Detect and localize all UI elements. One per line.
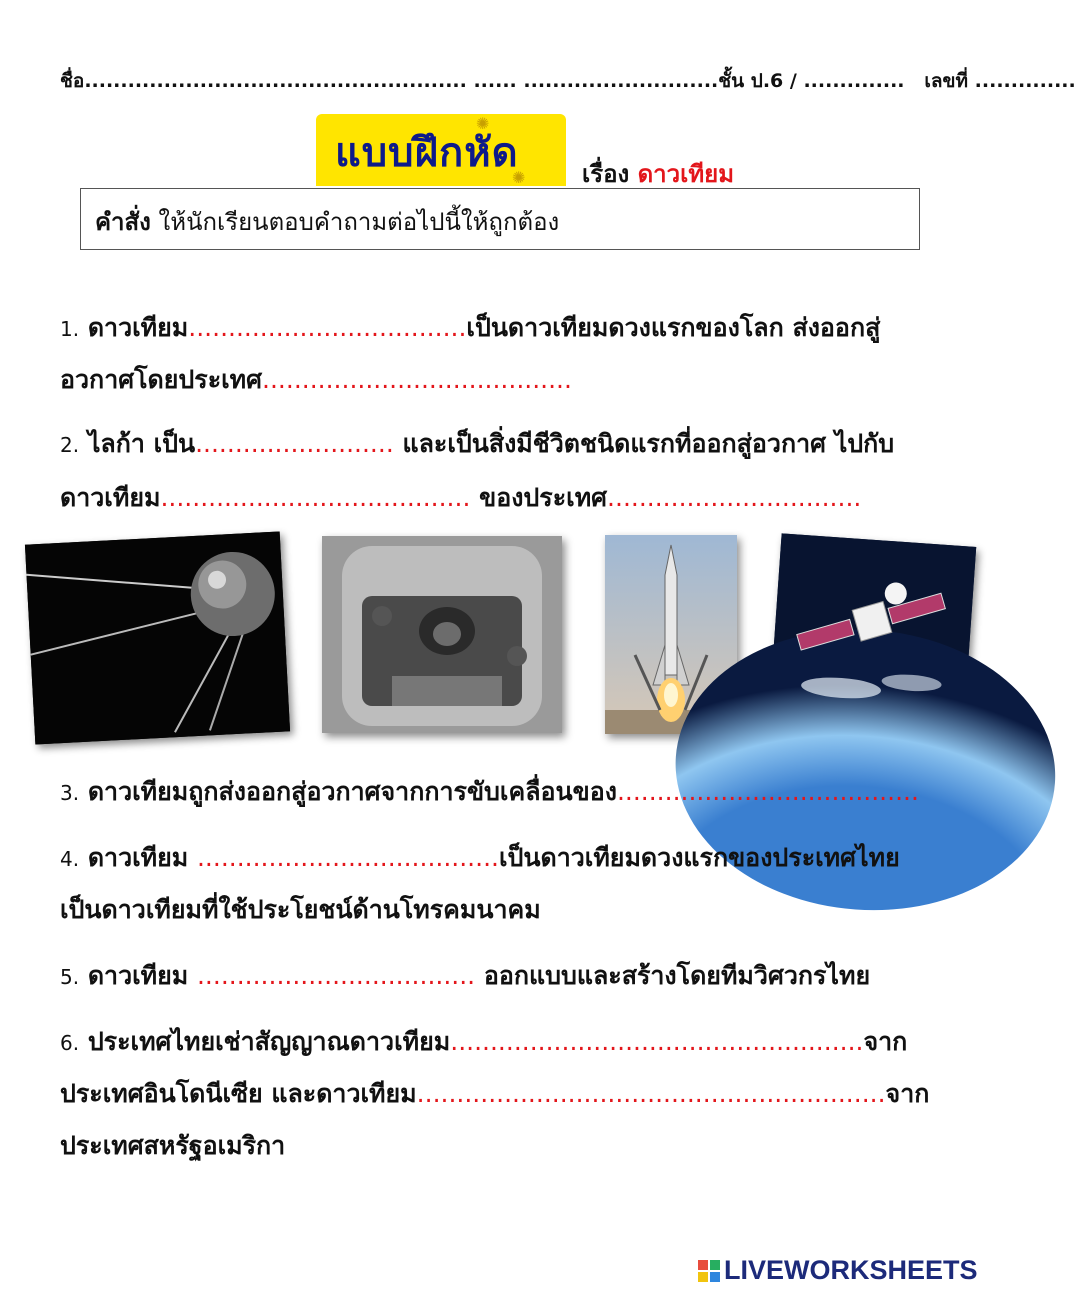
answer-blank-6b[interactable]: ........................................................... bbox=[416, 1079, 886, 1108]
logo-text: LIVEWORKSHEETS bbox=[724, 1255, 978, 1285]
answer-blank-1a[interactable]: ................................... bbox=[188, 313, 467, 342]
question-6-line-3: ประเทศสหรัฐอเมริกา bbox=[60, 1131, 286, 1160]
answer-blank-3[interactable]: ...................................... bbox=[616, 777, 919, 806]
instruction-text bbox=[95, 202, 559, 241]
question-5: 5. ดาวเทียม ................................... ออกแบบและสร้างโดยทีมวิศวกรไทย bbox=[60, 961, 871, 990]
instruction-label: คำสั่ง bbox=[95, 208, 151, 236]
answer-blank-1b[interactable]: ....................................... bbox=[262, 365, 572, 394]
answer-blank-2c[interactable]: ................................ bbox=[607, 483, 862, 512]
sputnik-image bbox=[25, 531, 290, 744]
subject-value: ดาวเทียม bbox=[637, 160, 735, 188]
satellite-image bbox=[769, 533, 976, 731]
class-label: ชั้น ป.6 / bbox=[718, 70, 797, 92]
liveworksheets-icon bbox=[698, 1260, 720, 1282]
liveworksheets-logo[interactable] bbox=[698, 1255, 978, 1286]
sputnik-photo bbox=[25, 531, 290, 744]
question-2-line-1: 2. ไลก้า เป็น......................... และเป็นสิ่งมีชีวิตชนิดแรกที่ออกสู่อวกาศ ไปกับ bbox=[60, 429, 895, 458]
satellite-earth-photo bbox=[769, 533, 976, 731]
lightbulb-icon: ✺ bbox=[512, 168, 526, 187]
number-label: เลขที่ bbox=[924, 70, 969, 92]
answer-blank-2a[interactable]: ......................... bbox=[195, 429, 394, 458]
name-field[interactable]: ..................................................... ...... ........................... bbox=[84, 70, 719, 92]
laika-image bbox=[322, 536, 562, 733]
answer-blank-4[interactable]: ...................................... bbox=[196, 843, 499, 872]
question-4-line-2: เป็นดาวเทียมที่ใช้ประโยชน์ด้านโทรคมนาคม bbox=[60, 895, 541, 924]
lightbulb-icon: ✺ bbox=[476, 114, 490, 133]
question-6-line-1: 6. ประเทศไทยเช่าสัญญาณดาวเทียม....................................................จาก bbox=[60, 1027, 908, 1056]
question-6-line-2: ประเทศอินโดนีเซีย และดาวเทียม...........................................................จาก bbox=[60, 1079, 930, 1108]
laika-photo bbox=[322, 536, 562, 733]
student-info-line bbox=[60, 66, 1076, 96]
answer-blank-5[interactable]: ................................... bbox=[196, 961, 476, 990]
answer-blank-6a[interactable]: .................................................... bbox=[450, 1027, 864, 1056]
subject-label: เรื่อง bbox=[582, 160, 630, 188]
number-field[interactable]: .............. bbox=[974, 70, 1076, 92]
question-4-line-1: 4. ดาวเทียม ......................................เป็นดาวเทียมดวงแรกของประเทศไทย bbox=[60, 843, 900, 872]
worksheet-title: แบบฝึกหัด bbox=[335, 130, 519, 176]
question-1-line-2: อวกาศโดยประเทศ....................................... bbox=[60, 365, 572, 394]
class-field[interactable]: .............. bbox=[803, 70, 905, 92]
question-3: 3. ดาวเทียมถูกส่งออกสู่อวกาศจากการขับเคลื่อนของ...................................... bbox=[60, 777, 919, 806]
instruction-body: ให้นักเรียนตอบคำถามต่อไปนี้ให้ถูกต้อง bbox=[158, 208, 560, 236]
answer-blank-2b[interactable]: ....................................... bbox=[160, 483, 471, 512]
question-2-line-2: ดาวเทียม....................................... ของประเทศ................................ bbox=[60, 483, 862, 512]
name-label: ชื่อ bbox=[60, 70, 85, 92]
question-1-line-1: 1. ดาวเทียม...................................เป็นดาวเทียมดวงแรกของโลก ส่งออกสู่ bbox=[60, 313, 881, 342]
